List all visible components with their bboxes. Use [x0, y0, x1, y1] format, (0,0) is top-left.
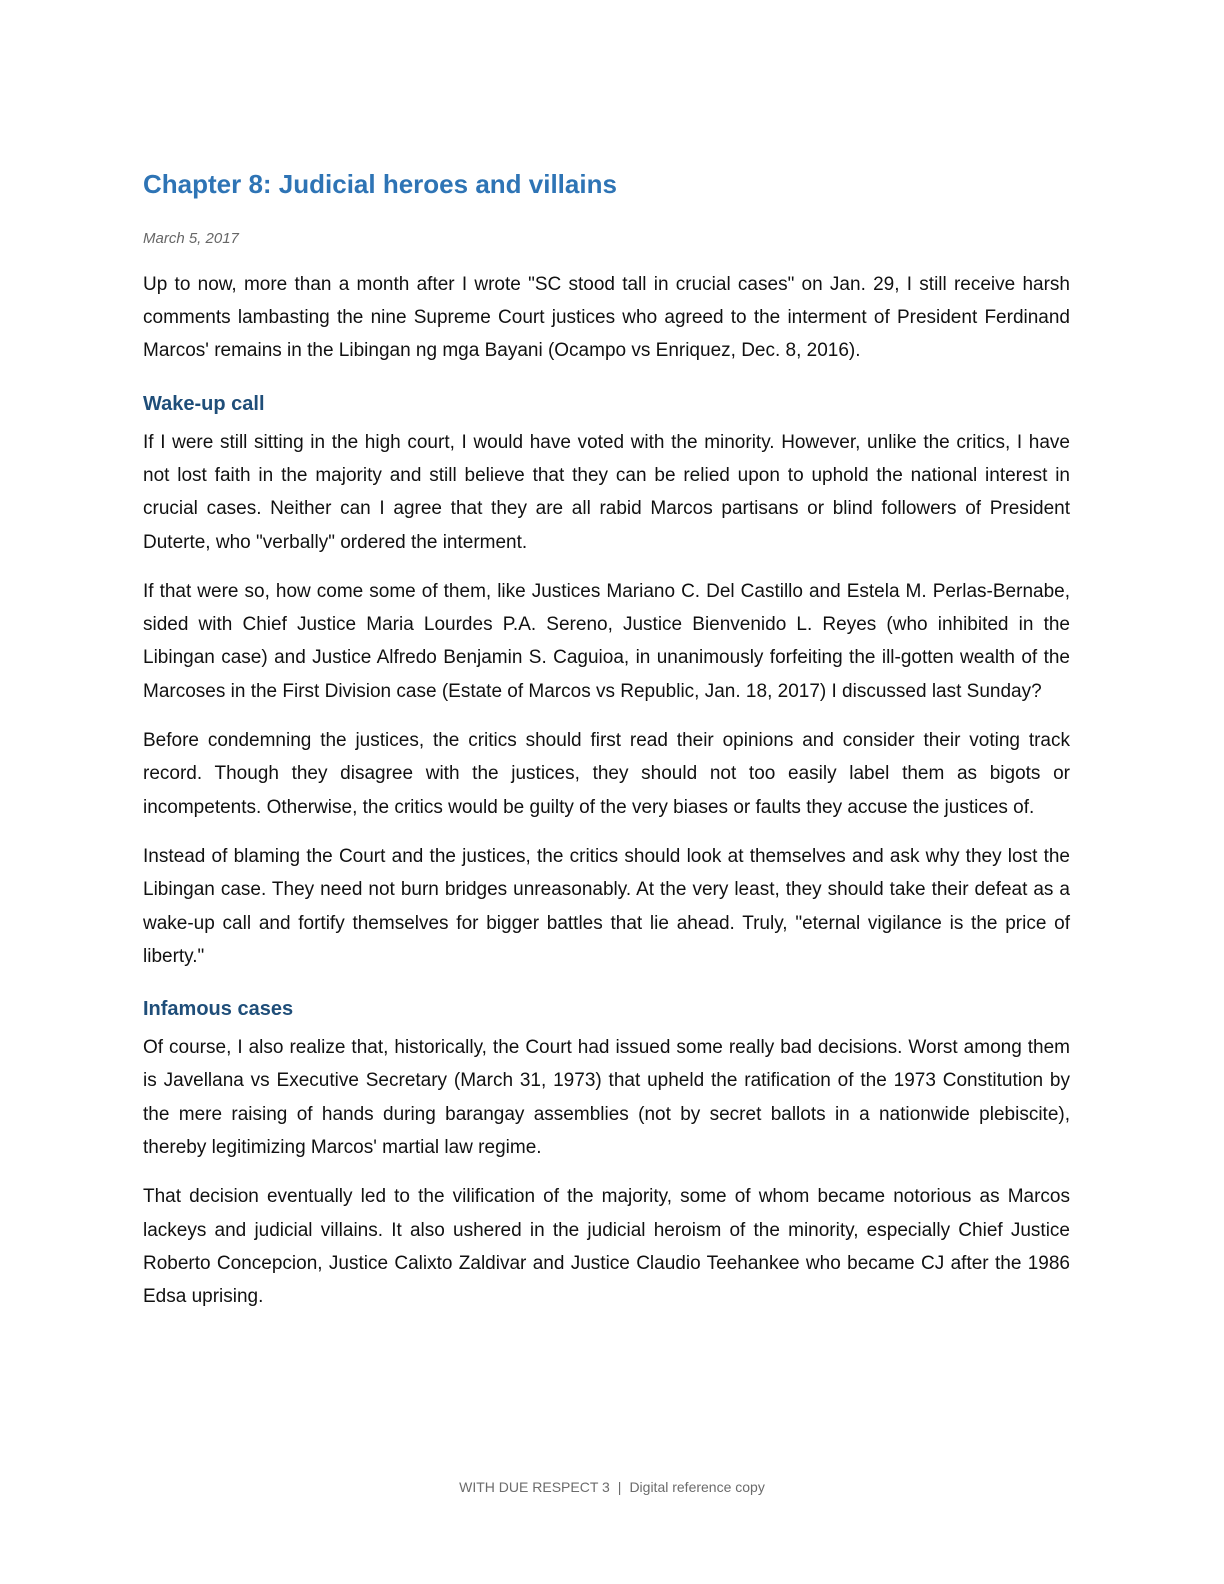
footer-book-title: WITH DUE RESPECT 3: [459, 1479, 610, 1495]
paragraph: Before condemning the justices, the critics should first read their opinions and consider their voting track record. Though they disagree with the justices, they should not too easily label them as bigots or incompetents. Otherwise, the critics would be guilty of the very biases or faults they accuse the justices of.: [143, 730, 1070, 818]
document-page: [143, 168, 1070, 1314]
chapter-title: Chapter 8: Judicial heroes and villains: [143, 169, 617, 199]
publication-date: March 5, 2017: [143, 229, 239, 247]
paragraph: That decision eventually led to the vilification of the majority, some of whom became notorious as Marcos lackeys and judicial villains. It also ushered in the judicial heroism of the minority, especially Chief Justice Roberto Concepcion, Justice Calixto Zaldivar and Justice Claudio Teehankee who became CJ after the 1986 Edsa uprising.: [143, 1186, 1070, 1308]
paragraph: Instead of blaming the Court and the justices, the critics should look at themselves and ask why they lost the Libingan case. They need not burn bridges unreasonably. At the very least, they should take their defeat as a wake-up call and fortify themselves for bigger battles that lie ahead. Truly, "eternal vigilance is the price of liberty.": [143, 845, 1070, 967]
section-heading-wake-up-call: Wake-up call: [143, 392, 265, 415]
footer-separator: |: [617, 1479, 622, 1495]
intro-paragraph: Up to now, more than a month after I wrote "SC stood tall in crucial cases" on Jan. 29, I still receive harsh comments lambasting the nine Supreme Court justices who agreed to the interment of President Ferdinand Marcos' remains in the Libingan ng mga Bayani (Ocampo vs Enriquez, Dec. 8, 2016).: [143, 273, 1070, 362]
paragraph: If that were so, how come some of them, like Justices Mariano C. Del Castillo and Estela M. Perlas-Bernabe, sided with Chief Justice Maria Lourdes P.A. Sereno, Justice Bienvenido L. Reyes (who inhibited in the Libingan case) and Justice Alfredo Benjamin S. Caguioa, in unanimously forfeiting the ill-gotten wealth of the Marcoses in the First Division case (Estate of Marcos vs Republic, Jan. 18, 2017) I discussed last Sunday?: [143, 580, 1070, 702]
footer-note: Digital reference copy: [629, 1479, 765, 1495]
paragraph: If I were still sitting in the high court, I would have voted with the minority. However, unlike the critics, I have not lost faith in the majority and still believe that they can be relied upon to uphold the national interest in crucial cases. Neither can I agree that they are all rabid Marcos partisans or blind followers of President Duterte, who "verbally" ordered the interment.: [143, 431, 1070, 553]
paragraph: Of course, I also realize that, historically, the Court had issued some really bad decisions. Worst among them is Javellana vs Executive Secretary (March 31, 1973) that upheld the ratification of the 1973 Constitution by the mere raising of hands during barangay assemblies (not by secret ballots in a nationwide plebiscite), thereby legitimizing Marcos' martial law regime.: [143, 1037, 1070, 1159]
section-heading-infamous-cases: Infamous cases: [143, 998, 294, 1021]
page-footer: [0, 1479, 1224, 1496]
